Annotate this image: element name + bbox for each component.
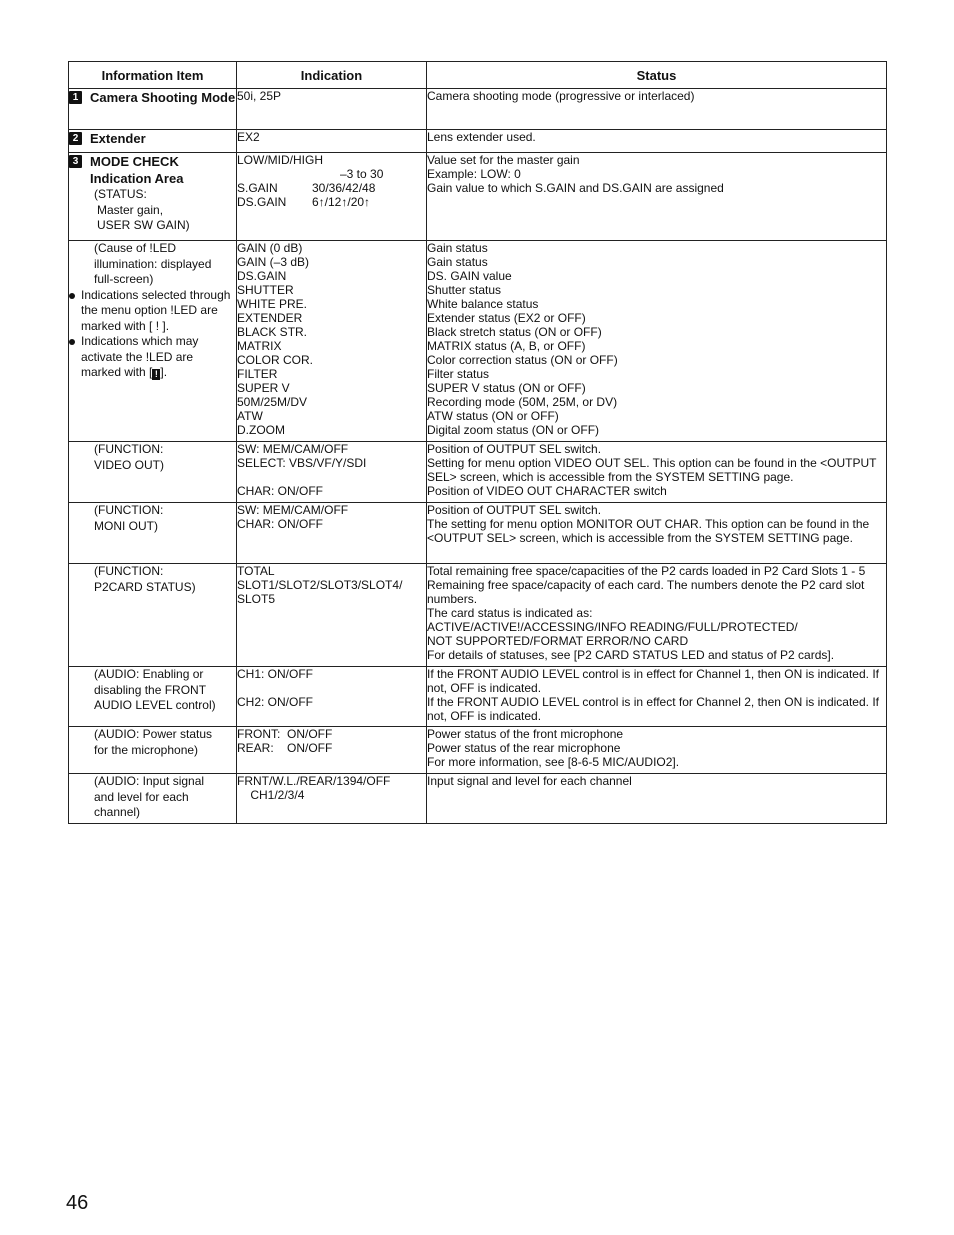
indication-line: EX2 [237, 130, 260, 144]
status-line: If the FRONT AUDIO LEVEL control is in effect for Channel 1, then ON is indicated. If not, OFF is indicated. [427, 667, 879, 695]
info-item-cell [69, 564, 237, 667]
status-line: Remaining free space/capacity of each card. The numbers denote the P2 card slot numbers. [427, 578, 865, 606]
item-sub-line: illumination: displayed [94, 256, 212, 271]
table-row [69, 153, 887, 241]
status-cell [427, 442, 887, 503]
indication-line: SW: MEM/CAM/OFF [237, 442, 349, 456]
table-header-row [69, 62, 887, 89]
page-number: 46 [66, 1192, 89, 1214]
information-table [68, 61, 887, 824]
header-status: Status [427, 62, 887, 89]
indication-cell [237, 442, 427, 503]
status-line: Example: LOW: 0 [427, 167, 521, 181]
status-line: For more information, see [8-6-5 MIC/AUDIO2]. [427, 755, 680, 769]
indication-line: FRNT/W.L./REAR/1394/OFF [237, 774, 391, 788]
item-title-continued: Indication Area [90, 171, 184, 186]
indication-line: GAIN (–3 dB) [237, 255, 310, 269]
status-cell [427, 727, 887, 774]
item-sub-line: disabling the FRONT [94, 682, 207, 697]
status-cell [427, 503, 887, 564]
status-line: Extender status (EX2 or OFF) [427, 311, 586, 325]
bullet-text-wrap [81, 334, 236, 381]
status-line: Power status of the rear microphone [427, 741, 621, 755]
indication-line: –3 to 30 [340, 167, 384, 181]
indication-cell [237, 153, 427, 241]
status-line: DS. GAIN value [427, 269, 512, 283]
item-number-badge: 2 [69, 132, 82, 145]
item-sub-line: for the microphone) [94, 742, 199, 757]
item-title: Extender [90, 131, 146, 146]
status-line: Position of VIDEO OUT CHARACTER switch [427, 484, 667, 498]
status-line: Input signal and level for each channel [427, 774, 632, 788]
info-item-cell [69, 667, 237, 727]
status-cell [427, 774, 887, 824]
indication-line: BLACK STR. [237, 325, 308, 339]
item-sub-line: P2CARD STATUS) [94, 579, 196, 594]
indication-cell [237, 774, 427, 824]
status-line: Power status of the front microphone [427, 727, 624, 741]
indication-cell [237, 89, 427, 130]
status-line: ACTIVE/ACTIVE!/ACCESSING/INFO READING/FULL/PROTECTED/ [427, 620, 798, 634]
info-item-cell [69, 89, 237, 130]
status-line: Lens extender used. [427, 130, 536, 144]
item-sub-line: (FUNCTION: [94, 564, 164, 578]
status-line: Color correction status (ON or OFF) [427, 353, 618, 367]
info-item-cell [69, 442, 237, 503]
indication-cell [237, 503, 427, 564]
indication-line: WHITE PRE. [237, 297, 308, 311]
item-sub-line: (FUNCTION: [94, 503, 164, 517]
status-cell [427, 153, 887, 241]
indication-line: FILTER [237, 367, 278, 381]
status-line: Gain value to which S.GAIN and DS.GAIN are assigned [427, 181, 724, 195]
status-line: ATW status (ON or OFF) [427, 409, 559, 423]
bullet-item [69, 288, 236, 335]
indication-line: SLOT1/SLOT2/SLOT3/SLOT4/ [237, 578, 403, 592]
indication-cell [237, 564, 427, 667]
table-row [69, 667, 887, 727]
indication-line [237, 470, 426, 484]
status-line: Position of OUTPUT SEL switch. [427, 442, 602, 456]
info-item-cell [69, 727, 237, 774]
item-sub-line: Master gain, [97, 202, 164, 217]
bullet-text-end: ]. [160, 365, 168, 379]
item-sub-line: channel) [94, 805, 141, 819]
status-line: Gain status [427, 241, 488, 255]
indication-line: TOTAL [237, 564, 275, 578]
status-line: Filter status [427, 367, 490, 381]
indication-line: COLOR COR. [237, 353, 314, 367]
table-row [69, 442, 887, 503]
indication-cell [237, 241, 427, 442]
indication-line: 50M/25M/DV [237, 395, 308, 409]
status-cell [427, 89, 887, 130]
status-cell [427, 241, 887, 442]
status-line: NOT SUPPORTED/FORMAT ERROR/NO CARD [427, 634, 689, 648]
item-sub-line: USER SW GAIN) [97, 218, 190, 232]
dsgain-label: DS.GAIN [237, 195, 287, 209]
indication-line: MATRIX [237, 339, 282, 353]
item-sub-line: VIDEO OUT) [94, 457, 165, 472]
indication-line: CH1: ON/OFF [237, 667, 314, 681]
indication-line: GAIN (0 dB) [237, 241, 303, 255]
item-sub-line: AUDIO LEVEL control) [94, 698, 216, 712]
status-line: SUPER V status (ON or OFF) [427, 381, 586, 395]
status-line: Black stretch status (ON or OFF) [427, 325, 602, 339]
indication-cell [237, 130, 427, 153]
status-cell [427, 667, 887, 727]
item-sub-line: (AUDIO: Input signal [94, 774, 205, 788]
status-line: Gain status [427, 255, 488, 269]
indication-line: SELECT: VBS/VF/Y/SDI [237, 456, 367, 470]
item-title: MODE CHECK [90, 154, 179, 169]
item-sub-line: full-screen) [94, 272, 154, 286]
indication-line: SUPER V [237, 381, 290, 395]
sgain-label: S.GAIN [237, 181, 278, 195]
indication-line: ATW [237, 409, 263, 423]
indication-line: EXTENDER [237, 311, 303, 325]
status-line: Recording mode (50M, 25M, or DV) [427, 395, 618, 409]
exclamation-icon: ! [152, 369, 160, 380]
status-line: Shutter status [427, 283, 502, 297]
info-item-cell [69, 774, 237, 824]
bullet-dot [69, 339, 75, 345]
status-line: Position of OUTPUT SEL switch. [427, 503, 602, 517]
indication-line: CH2: ON/OFF [237, 695, 314, 709]
status-line: White balance status [427, 297, 539, 311]
item-title: Camera Shooting Mode [90, 90, 236, 105]
item-sub-line: MONI OUT) [94, 518, 158, 533]
info-item-cell [69, 130, 237, 153]
item-sub-line: (AUDIO: Power status [94, 727, 213, 741]
indication-line [237, 681, 426, 695]
item-number-badge: 1 [69, 91, 82, 104]
indication-line: REAR: ON/OFF [237, 741, 333, 755]
status-cell [427, 130, 887, 153]
bullet-dot [69, 293, 75, 299]
item-sub-line: (Cause of !LED [94, 241, 177, 255]
header-information-item: Information Item [69, 62, 237, 89]
status-line: MATRIX status (A, B, or OFF) [427, 339, 586, 353]
header-indication: Indication [237, 62, 427, 89]
table-row [69, 727, 887, 774]
bullet-text: Indications which may activate the !LED are marked with [ [81, 334, 199, 379]
status-line: Setting for menu option VIDEO OUT SEL. This option can be found in the <OUTPUT SEL> screen, which is accessible from the SYSTEM SETTING page. [427, 456, 877, 484]
indication-line: D.ZOOM [237, 423, 285, 437]
table-row [69, 564, 887, 667]
indication-line: SHUTTER [237, 283, 294, 297]
status-cell [427, 564, 887, 667]
dsgain-value: 6↑/12↑/20↑ [312, 195, 371, 209]
indication-cell [237, 667, 427, 727]
table-row [69, 774, 887, 824]
bullet-item [69, 334, 236, 381]
item-number-badge: 3 [69, 155, 82, 168]
table-row [69, 130, 887, 153]
item-sub-line: (AUDIO: Enabling or [94, 667, 204, 681]
status-line: If the FRONT AUDIO LEVEL control is in effect for Channel 2, then ON is indicated. If not, OFF is indicated. [427, 695, 879, 723]
indication-line: CHAR: ON/OFF [237, 517, 323, 531]
indication-line: LOW/MID/HIGH [237, 153, 323, 167]
status-line: Total remaining free space/capacities of the P2 cards loaded in P2 Card Slots 1 - 5 [427, 564, 866, 578]
table-row [69, 89, 887, 130]
item-sub-line: (STATUS: [94, 187, 147, 201]
item-sub-line: and level for each [94, 789, 189, 804]
indication-line: CHAR: ON/OFF [237, 484, 323, 498]
bullet-text: Indications selected through the menu option !LED are marked with [ ! ]. [81, 287, 231, 333]
indication-line: FRONT: ON/OFF [237, 727, 333, 741]
status-line: Value set for the master gain [427, 153, 580, 167]
status-line: For details of statuses, see [P2 CARD STATUS LED and status of P2 cards]. [427, 648, 835, 662]
table-row [69, 241, 887, 442]
indication-line: CH1/2/3/4 [237, 788, 305, 802]
indication-line: SW: MEM/CAM/OFF [237, 503, 349, 517]
info-item-cell [69, 503, 237, 564]
info-item-cell [69, 153, 237, 241]
item-sub-line: (FUNCTION: [94, 442, 164, 456]
table-row [69, 503, 887, 564]
indication-line: DS.GAIN [237, 269, 287, 283]
info-item-cell [69, 241, 237, 442]
indication-cell [237, 727, 427, 774]
status-line: Camera shooting mode (progressive or interlaced) [427, 89, 695, 103]
status-line: Digital zoom status (ON or OFF) [427, 423, 600, 437]
status-line: The setting for menu option MONITOR OUT CHAR. This option can be found in the <OUTPUT SEL> screen, which is accessible from the SYSTEM SETTING page. [427, 517, 870, 545]
status-line: The card status is indicated as: [427, 606, 593, 620]
sgain-value: 30/36/42/48 [312, 181, 376, 195]
indication-line: 50i, 25P [237, 89, 282, 103]
indication-line: SLOT5 [237, 592, 276, 606]
